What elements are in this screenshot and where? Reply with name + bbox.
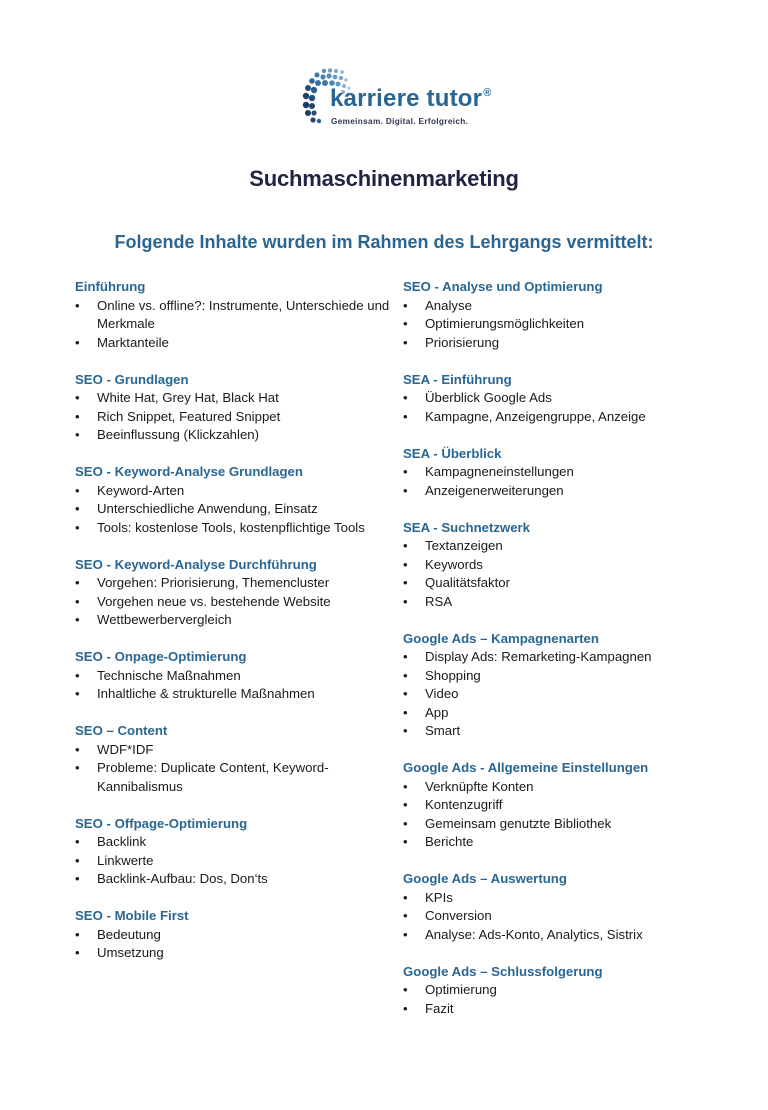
list-item <box>75 389 390 408</box>
bullet-icon: • <box>403 834 408 849</box>
bullet-icon: • <box>75 741 80 757</box>
bullet-list <box>75 667 390 704</box>
bullet-icon: • <box>75 575 80 590</box>
bullet-icon: • <box>403 889 408 905</box>
list-item-text: Umsetzung <box>97 945 164 960</box>
list-item <box>403 408 703 427</box>
section-seo-grundlagen <box>75 371 390 445</box>
bullet-icon: • <box>403 390 408 405</box>
section-heading: SEO - Grundlagen <box>75 371 189 387</box>
list-item <box>403 667 703 686</box>
list-item <box>75 833 390 852</box>
list-item <box>403 574 703 593</box>
list-item-text: Fazit <box>425 1000 454 1016</box>
list-item <box>403 648 703 667</box>
bullet-icon: • <box>403 575 408 590</box>
list-item <box>75 574 390 593</box>
bullet-icon: • <box>403 334 408 350</box>
list-item <box>403 685 703 704</box>
section-sea-suchnetzwerk <box>403 519 703 612</box>
section-heading: SEA - Einführung <box>403 371 512 387</box>
list-item-text: Priorisierung <box>425 334 500 350</box>
list-item-text: Anzeigenerweiterungen <box>425 482 564 498</box>
list-item <box>403 796 703 815</box>
logo-tagline: Gemeinsam. Digital. Erfolgreich. <box>331 117 469 126</box>
section-heading: SEO - Keyword-Analyse Durchführung <box>75 556 317 572</box>
list-item-text: Vorgehen neue vs. bestehende Website <box>97 593 331 609</box>
list-item <box>403 907 703 926</box>
list-item <box>75 334 390 353</box>
logo-wordmark <box>330 85 492 113</box>
karriere-tutor-logo <box>300 66 492 130</box>
list-item-text: Kontenzugriff <box>425 797 503 812</box>
bullet-icon: • <box>403 316 408 331</box>
right-column <box>403 278 703 1037</box>
list-item <box>403 537 703 556</box>
list-item-text: Beeinflussung (Klickzahlen) <box>97 427 259 442</box>
section-heading: SEO - Keyword-Analyse Grundlagen <box>75 464 303 479</box>
section-heading: Google Ads – Schlussfolgerung <box>403 963 603 979</box>
list-item-text: White Hat, Grey Hat, Black Hat <box>97 390 279 405</box>
bullet-icon: • <box>403 686 408 701</box>
bullet-icon: • <box>75 501 80 516</box>
section-seo-offpage-optimierung <box>75 815 390 889</box>
section-seo-content <box>75 722 390 796</box>
list-item <box>403 556 703 575</box>
list-item <box>75 870 390 889</box>
list-item-text: Backlink <box>97 834 147 849</box>
list-item-text: Technische Maßnahmen <box>97 667 241 683</box>
list-item-text: Wettbewerbervergleich <box>97 612 232 627</box>
bullet-list <box>75 926 390 963</box>
list-item <box>403 463 703 482</box>
list-item <box>403 833 703 852</box>
section-heading: SEA - Überblick <box>403 445 502 461</box>
list-item-text: Analyse: Ads-Konto, Analytics, Sistrix <box>425 926 643 942</box>
section-seo-keyword-analyse-grundlagen <box>75 463 390 537</box>
bullet-icon: • <box>75 612 80 627</box>
bullet-list <box>403 297 703 353</box>
bullet-list <box>403 889 703 945</box>
bullet-list <box>75 297 390 353</box>
list-item-text: WDF*IDF <box>97 741 154 757</box>
bullet-icon: • <box>403 723 408 738</box>
section-sea-einfuehrung <box>403 371 703 427</box>
bullet-icon: • <box>75 482 80 498</box>
list-item-text: Keyword-Arten <box>97 482 185 498</box>
list-item <box>75 741 390 760</box>
list-item-text: Rich Snippet, Featured Snippet <box>97 408 281 424</box>
list-item-text: Shopping <box>425 667 481 683</box>
bullet-icon: • <box>403 649 408 664</box>
section-einfuehrung <box>75 278 390 352</box>
bullet-icon: • <box>403 556 408 572</box>
list-item-text: Analyse <box>425 297 472 313</box>
section-google-ads-allgemeine-einstellungen <box>403 759 703 852</box>
section-seo-onpage-optimierung <box>75 648 390 704</box>
list-item-text: Probleme: Duplicate Content, Keyword-Kannibalismus <box>97 760 329 794</box>
left-column <box>75 278 390 981</box>
list-item <box>403 593 703 612</box>
bullet-list <box>403 463 703 500</box>
bullet-icon: • <box>403 815 408 831</box>
list-item <box>403 334 703 353</box>
list-item-text: Linkwerte <box>97 852 154 868</box>
list-item <box>403 981 703 1000</box>
list-item <box>75 426 390 445</box>
section-heading: SEO – Content <box>75 723 168 738</box>
bullet-icon: • <box>75 297 80 313</box>
bullet-list <box>75 389 390 445</box>
list-item-text: Berichte <box>425 834 474 849</box>
bullet-icon: • <box>403 908 408 923</box>
list-item <box>75 759 390 796</box>
list-item-text: KPIs <box>425 889 453 905</box>
list-item <box>403 315 703 334</box>
bullet-icon: • <box>75 519 80 535</box>
logo-brand-text: karriere tutor <box>330 85 483 112</box>
bullet-list <box>403 389 703 426</box>
bullet-icon: • <box>403 667 408 683</box>
section-heading: Google Ads – Auswertung <box>403 871 567 886</box>
list-item-text: Tools: kostenlose Tools, kostenpflichtige Tools <box>97 519 365 535</box>
bullet-icon: • <box>75 427 80 442</box>
section-heading: SEO - Onpage-Optimierung <box>75 649 247 664</box>
list-item-text: Vorgehen: Priorisierung, Themencluster <box>97 575 330 590</box>
list-item <box>403 704 703 723</box>
section-heading: Google Ads – Kampagnenarten <box>403 630 599 646</box>
bullet-icon: • <box>403 982 408 997</box>
bullet-icon: • <box>75 760 80 775</box>
section-heading: SEA - Suchnetzwerk <box>403 519 531 535</box>
list-item-text: Marktanteile <box>97 334 169 350</box>
list-item <box>75 611 390 630</box>
list-item <box>75 926 390 945</box>
bullet-icon: • <box>75 945 80 960</box>
section-heading: Google Ads - Allgemeine Einstellungen <box>403 760 649 775</box>
list-item-text: Kampagne, Anzeigengruppe, Anzeige <box>425 408 646 424</box>
list-item-text: Bedeutung <box>97 926 161 942</box>
list-item <box>75 482 390 501</box>
bullet-icon: • <box>75 871 80 886</box>
list-item <box>403 778 703 797</box>
list-item <box>75 852 390 871</box>
section-seo-mobile-first <box>75 907 390 963</box>
list-item-text: Kampagneneinstellungen <box>425 464 574 479</box>
section-google-ads-auswertung <box>403 870 703 944</box>
section-google-ads-kampagnenarten <box>403 630 703 741</box>
section-google-ads-schlussfolgerung <box>403 963 703 1019</box>
list-item <box>403 1000 703 1019</box>
list-item-text: Keywords <box>425 556 483 572</box>
registered-mark: ® <box>483 87 492 99</box>
section-heading: SEO - Mobile First <box>75 908 189 923</box>
list-item <box>403 926 703 945</box>
bullet-icon: • <box>403 593 408 609</box>
list-item <box>75 500 390 519</box>
bullet-icon: • <box>75 686 80 701</box>
list-item-text: Conversion <box>425 908 492 923</box>
list-item <box>403 389 703 408</box>
bullet-icon: • <box>403 1000 408 1016</box>
list-item-text: Verknüpfte Konten <box>425 778 534 794</box>
list-item <box>403 722 703 741</box>
list-item-text: Video <box>425 686 459 701</box>
list-item-text: Smart <box>425 723 461 738</box>
page-subtitle: Folgende Inhalte wurden im Rahmen des Lehrgangs vermittelt: <box>114 232 654 252</box>
list-item-text: Textanzeigen <box>425 538 503 553</box>
bullet-icon: • <box>403 482 408 498</box>
list-item <box>75 944 390 963</box>
list-item-text: Qualitätsfaktor <box>425 575 511 590</box>
bullet-icon: • <box>75 926 80 942</box>
bullet-icon: • <box>403 926 408 942</box>
list-item-text: Backlink-Aufbau: Dos, Don‘ts <box>97 871 268 886</box>
bullet-icon: • <box>403 778 408 794</box>
list-item <box>403 815 703 834</box>
list-item <box>75 667 390 686</box>
bullet-list <box>403 648 703 741</box>
list-item-text: App <box>425 704 449 720</box>
list-item-text: Unterschiedliche Anwendung, Einsatz <box>97 501 318 516</box>
list-item <box>403 482 703 501</box>
bullet-list <box>75 482 390 538</box>
list-item-text: Optimierungsmöglichkeiten <box>425 316 585 331</box>
list-item <box>75 297 390 334</box>
bullet-list <box>403 537 703 611</box>
section-heading: SEO - Analyse und Optimierung <box>403 279 603 294</box>
bullet-icon: • <box>403 797 408 812</box>
bullet-icon: • <box>75 334 80 350</box>
bullet-icon: • <box>75 408 80 424</box>
page-title: Suchmaschinenmarketing <box>249 166 519 191</box>
list-item <box>403 889 703 908</box>
list-item-text: Display Ads: Remarketing-Kampagnen <box>425 649 652 664</box>
bullet-list <box>403 981 703 1018</box>
bullet-icon: • <box>75 593 80 609</box>
list-item <box>75 408 390 427</box>
bullet-icon: • <box>75 667 80 683</box>
section-heading: SEO - Offpage-Optimierung <box>75 815 248 831</box>
list-item <box>75 519 390 538</box>
section-heading: Einführung <box>75 279 146 294</box>
bullet-icon: • <box>403 297 408 313</box>
bullet-list <box>75 833 390 889</box>
list-item <box>75 685 390 704</box>
list-item-text: Gemeinsam genutzte Bibliothek <box>425 815 612 831</box>
list-item <box>403 297 703 316</box>
bullet-icon: • <box>75 390 80 405</box>
section-sea-ueberblick <box>403 445 703 501</box>
list-item-text: Inhaltliche & strukturelle Maßnahmen <box>97 686 315 701</box>
bullet-icon: • <box>75 852 80 868</box>
list-item-text: Optimierung <box>425 982 497 997</box>
bullet-icon: • <box>403 538 408 553</box>
list-item-text: RSA <box>425 593 453 609</box>
bullet-icon: • <box>403 464 408 479</box>
section-seo-analyse-und-optimierung <box>403 278 703 352</box>
bullet-list <box>75 574 390 630</box>
bullet-list <box>75 741 390 797</box>
list-item-text: Überblick Google Ads <box>425 390 552 405</box>
bullet-list <box>403 778 703 852</box>
bullet-icon: • <box>75 834 80 849</box>
section-seo-keyword-analyse-durchfuehrung <box>75 556 390 630</box>
bullet-icon: • <box>403 704 408 720</box>
list-item <box>75 593 390 612</box>
bullet-icon: • <box>403 408 408 424</box>
list-item-text: Online vs. offline?: Instrumente, Unterschiede und Merkmale <box>97 297 390 331</box>
